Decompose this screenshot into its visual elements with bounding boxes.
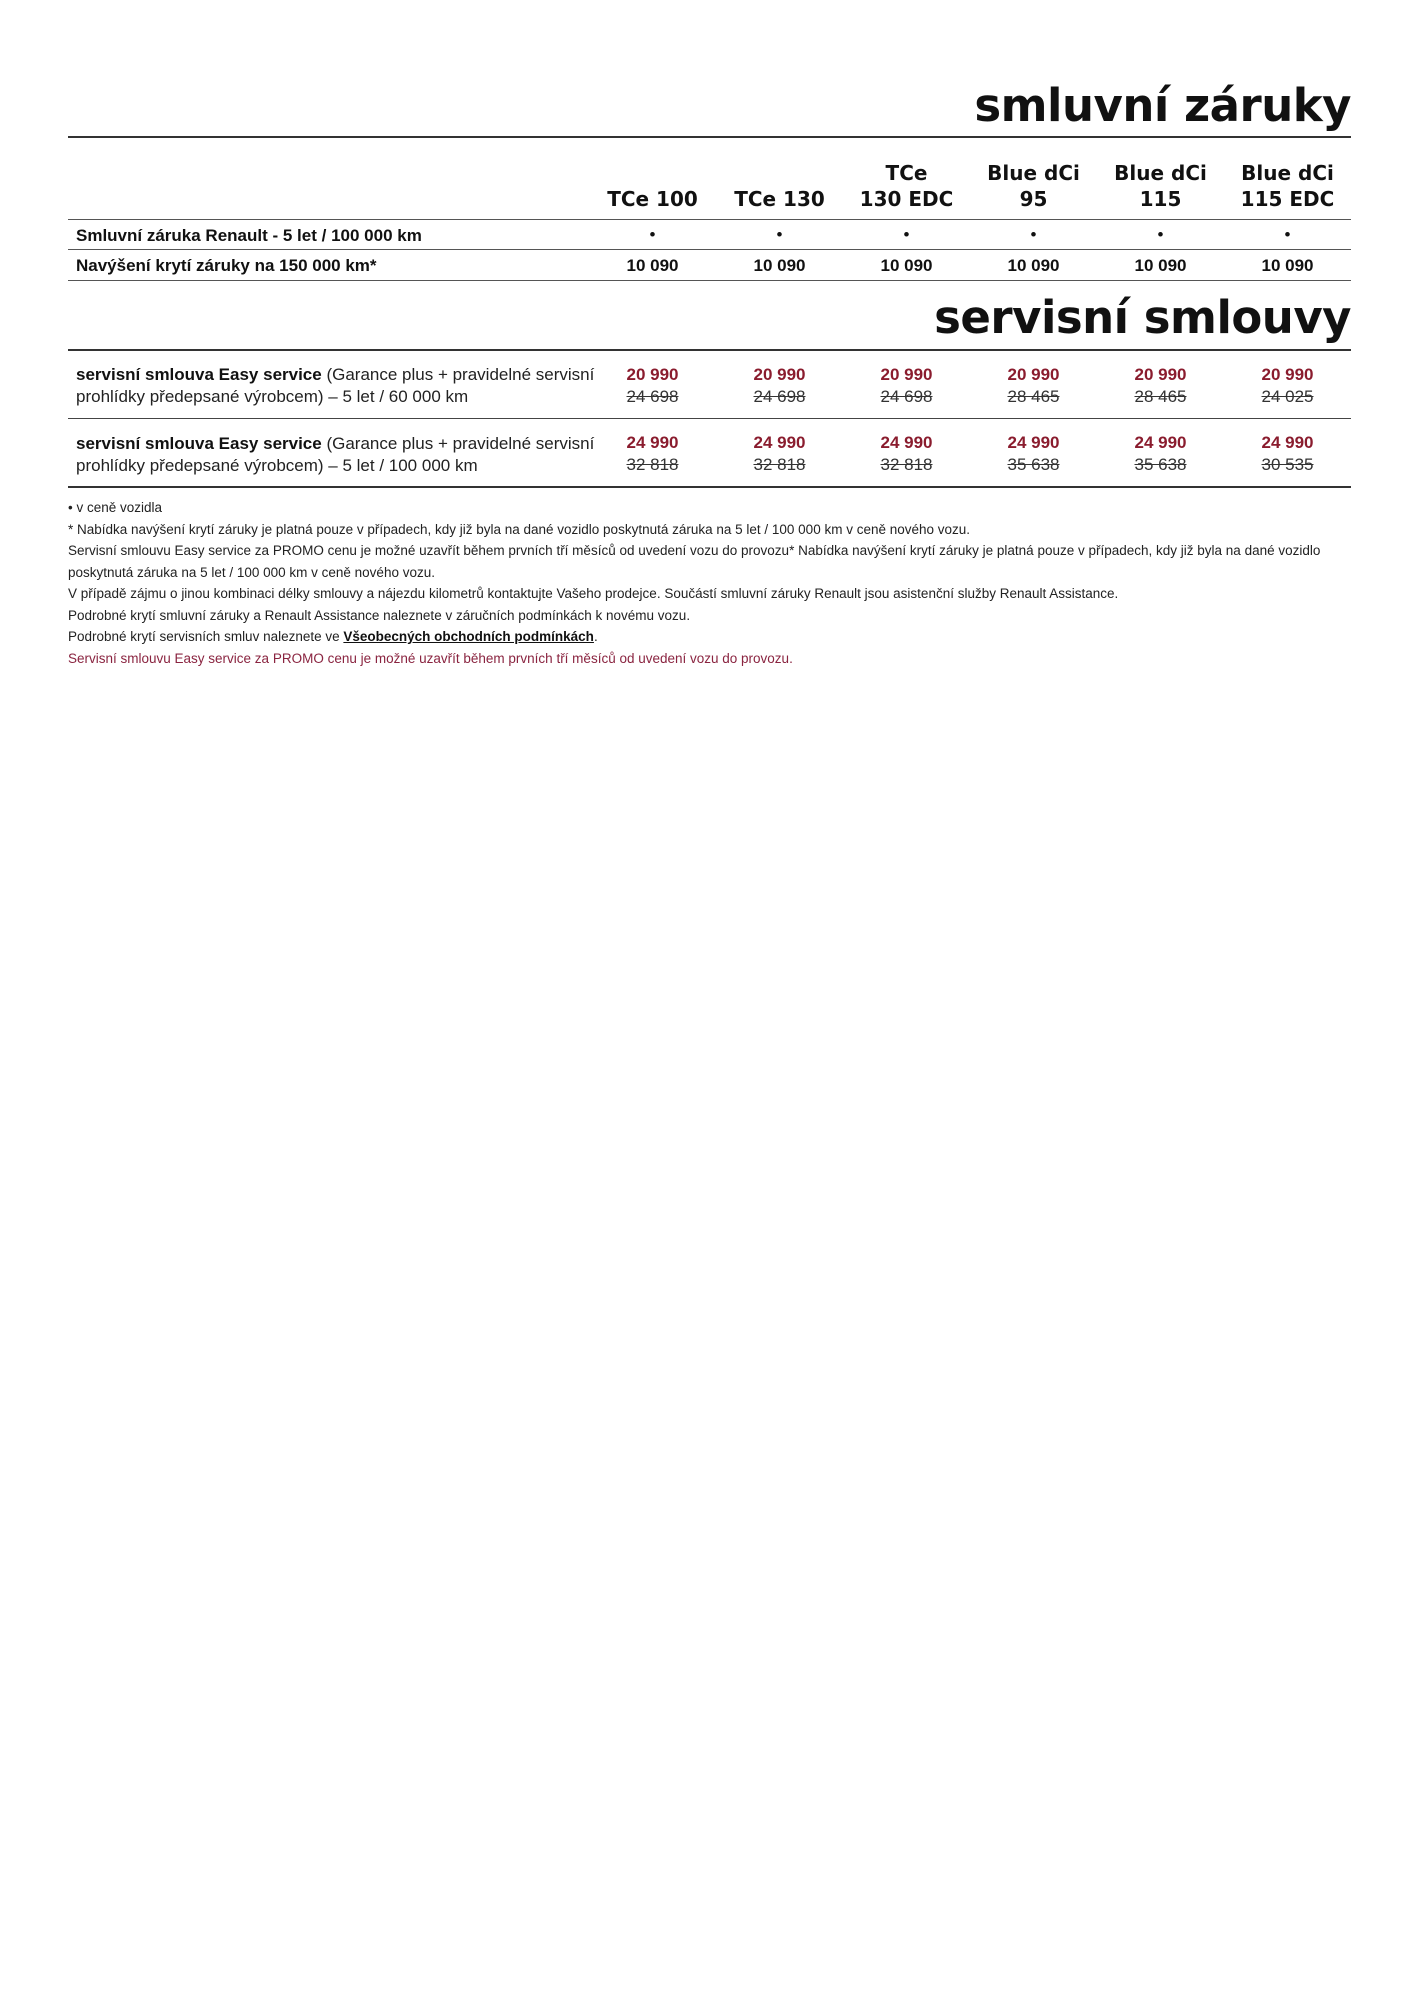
table-cell: • xyxy=(903,225,910,244)
column-header-line1: Blue dCi xyxy=(987,161,1080,185)
table-cell: • xyxy=(1030,225,1037,244)
divider xyxy=(68,486,1351,488)
column-header-line1: Blue dCi xyxy=(1114,161,1207,185)
service-title: servisní smlouvy xyxy=(934,291,1351,344)
column-header xyxy=(843,160,970,212)
promo-price: 20 990 xyxy=(1134,365,1187,384)
promo-price: 20 990 xyxy=(753,365,806,384)
table-cell: • xyxy=(1284,225,1291,244)
table-cell: 10 090 xyxy=(1134,256,1187,275)
divider xyxy=(68,280,1351,281)
column-header-line1 xyxy=(589,160,716,186)
promo-price: 24 990 xyxy=(753,433,806,452)
regular-price: 30 535 xyxy=(1261,455,1314,474)
column-header xyxy=(1097,160,1224,212)
table-cell: 10 090 xyxy=(880,256,933,275)
row-label: Navýšení krytí záruky na 150 000 km* xyxy=(76,256,377,275)
regular-price: 24 698 xyxy=(880,387,933,406)
service-row-label xyxy=(76,433,596,477)
column-header xyxy=(589,160,716,212)
price-cell xyxy=(716,432,843,476)
footnote: * Nabídka navýšení krytí záruky je platná pouze v případech, kdy již byla na dané vozidlo poskytnutá záruka na 5 let / 100 000 km v ceně nového vozu. xyxy=(68,521,971,537)
column-header-line1 xyxy=(716,160,843,186)
table-cell: 10 090 xyxy=(1261,256,1314,275)
footnote: • v ceně vozidla xyxy=(68,500,163,515)
promo-price: 20 990 xyxy=(880,365,933,384)
footnote: Podrobné krytí smluvní záruky a Renault Assistance naleznete v záručních podmínkách k novému vozu. xyxy=(68,607,691,623)
promo-price: 20 990 xyxy=(1007,365,1060,384)
promo-price: 24 990 xyxy=(1261,433,1314,452)
footnote: V případě zájmu o jinou kombinaci délky smlouvy a nájezdu kilometrů kontaktujte Vašeho prodejce. Součástí smluvní záruky Renault jsou asistenční služby Renault Assistance. xyxy=(68,586,1119,601)
regular-price: 35 638 xyxy=(1007,455,1060,474)
regular-price: 35 638 xyxy=(1134,455,1187,474)
footnote-text: Podrobné krytí servisních smluv naleznete ve xyxy=(68,629,344,644)
regular-price: 28 465 xyxy=(1134,387,1187,406)
column-header-line2: 130 EDC xyxy=(859,187,954,211)
regular-price: 32 818 xyxy=(880,455,933,474)
column-header xyxy=(970,160,1097,212)
price-cell xyxy=(1097,432,1224,476)
price-cell xyxy=(970,432,1097,476)
price-cell xyxy=(1224,432,1351,476)
divider xyxy=(68,249,1351,250)
promo-note: Servisní smlouvu Easy service za PROMO cenu je možné uzavřít během prvních tří měsíců od uvedení vozu do provozu. xyxy=(68,650,793,666)
price-cell xyxy=(1097,364,1224,408)
regular-price: 32 818 xyxy=(626,455,679,474)
column-header-line2: TCe 130 xyxy=(734,187,825,211)
regular-price: 24 698 xyxy=(626,387,679,406)
column-header xyxy=(1224,160,1351,212)
table-cell: • xyxy=(649,225,656,244)
table-cell: 10 090 xyxy=(753,256,806,275)
column-header-line2: 115 xyxy=(1139,187,1182,211)
column-header-line1: Blue dCi xyxy=(1241,161,1334,185)
terms-link[interactable]: Všeobecných obchodních podmínkách xyxy=(343,629,594,644)
divider xyxy=(68,136,1351,138)
price-cell xyxy=(970,364,1097,408)
service-row-label xyxy=(76,364,596,408)
price-cell xyxy=(716,364,843,408)
column-header-line2: TCe 100 xyxy=(607,187,698,211)
service-name: servisní smlouva Easy service xyxy=(76,434,322,453)
footnote-text: . xyxy=(593,629,598,644)
price-cell xyxy=(843,432,970,476)
service-description: (Garance plus + pravidelné servisní prohlídky předepsané výrobcem) – 5 let / 100 000 km xyxy=(76,434,595,475)
footnote: Servisní smlouvu Easy service za PROMO cenu je možné uzavřít během prvních tří měsíců od uvedení vozu do provozu* Nabídka navýšení krytí záruky je platná pouze v případech, kdy již byla na dané vozidlo poskytnutá záruka na 5 let / 100 000 km v ceně nového vozu. xyxy=(68,543,1321,580)
promo-price: 20 990 xyxy=(626,365,679,384)
row-label: Smluvní záruka Renault - 5 let / 100 000 km xyxy=(76,226,422,245)
column-header xyxy=(716,160,843,212)
price-cell xyxy=(1224,364,1351,408)
column-header-line1: TCe xyxy=(885,161,928,185)
price-cell xyxy=(843,364,970,408)
promo-price: 20 990 xyxy=(1261,365,1314,384)
regular-price: 24 698 xyxy=(753,387,806,406)
footnotes xyxy=(68,497,1351,669)
regular-price: 32 818 xyxy=(753,455,806,474)
table-cell: • xyxy=(1157,225,1164,244)
warranty-title: smluvní záruky xyxy=(974,79,1351,132)
table-cell: • xyxy=(776,225,783,244)
promo-price: 24 990 xyxy=(1134,433,1187,452)
promo-price: 24 990 xyxy=(1007,433,1060,452)
regular-price: 24 025 xyxy=(1261,387,1314,406)
promo-price: 24 990 xyxy=(626,433,679,452)
promo-price: 24 990 xyxy=(880,433,933,452)
price-cell xyxy=(589,432,716,476)
service-name: servisní smlouva Easy service xyxy=(76,365,322,384)
column-header-line2: 95 xyxy=(1019,187,1048,211)
divider xyxy=(68,219,1351,220)
service-description: (Garance plus + pravidelné servisní prohlídky předepsané výrobcem) – 5 let / 60 000 km xyxy=(76,365,595,406)
footnote xyxy=(68,626,1351,648)
price-cell xyxy=(589,364,716,408)
table-cell: 10 090 xyxy=(1007,256,1060,275)
table-cell: 10 090 xyxy=(626,256,679,275)
divider xyxy=(68,418,1351,419)
regular-price: 28 465 xyxy=(1007,387,1060,406)
divider xyxy=(68,349,1351,351)
column-header-line2: 115 EDC xyxy=(1240,187,1335,211)
